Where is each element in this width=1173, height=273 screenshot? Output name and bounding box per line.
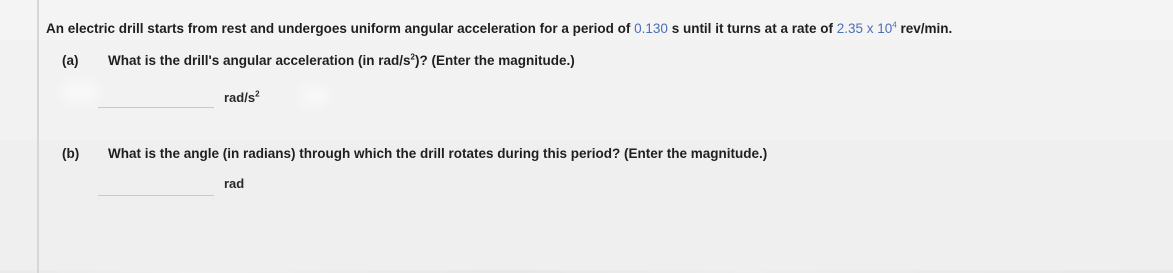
part-a-question-after: )? (Enter the magnitude.)	[415, 53, 575, 68]
part-a-unit-base: rad/s	[224, 90, 256, 105]
part-b-tag: (b)	[62, 146, 80, 161]
problem-text-after: rev/min.	[896, 21, 953, 36]
part-a-unit-exp: 2	[255, 89, 260, 99]
part-a-question-before: What is the drill's angular acceleration (in rad/s	[108, 53, 411, 68]
part-a-tag: (a)	[62, 53, 79, 68]
part-b-unit: rad	[224, 176, 245, 191]
part-a-question-exp: 2	[410, 52, 415, 62]
background-smudge	[300, 86, 330, 106]
part-a-unit	[224, 90, 260, 105]
rate-mantissa: 2.35 x 10	[836, 21, 893, 36]
time-value: 0.130	[634, 21, 668, 36]
part-b-answer-field[interactable]	[98, 177, 214, 196]
background-smudge	[60, 80, 100, 104]
problem-statement	[46, 21, 952, 36]
rate-exponent: 4	[892, 20, 897, 30]
problem-text-mid: s until it turns at a rate of	[667, 21, 837, 36]
problem-text-before: An electric drill starts from rest and undergoes uniform angular acceleration for a period of	[46, 21, 635, 36]
rate-value	[837, 21, 897, 36]
part-b-question	[62, 146, 767, 161]
part-a-question	[62, 53, 575, 68]
left-divider	[37, 0, 39, 273]
part-a-answer-field[interactable]	[98, 89, 214, 108]
part-b-question-text: What is the angle (in radians) through which the drill rotates during this period? (Enter the magnitude.)	[108, 146, 768, 161]
